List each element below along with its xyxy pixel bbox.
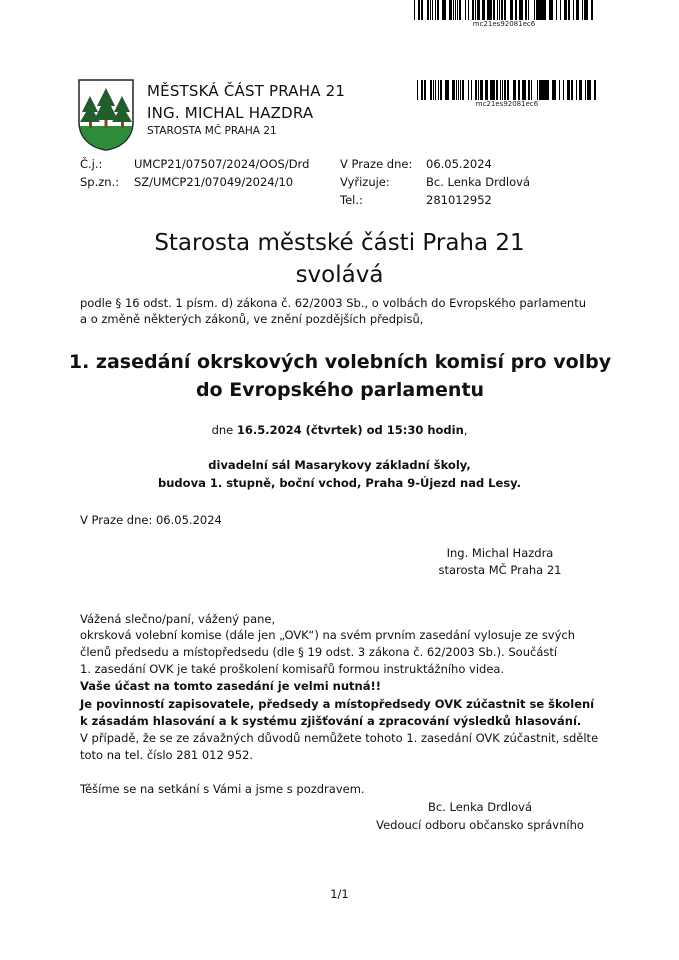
barcode-header-code: mc21es92081ec6 xyxy=(475,100,539,108)
municipal-coat-of-arms-logo xyxy=(77,78,135,156)
letter-bold2-line2: k zásadám hlasování a k systému zjišťování a zpracování výsledků hlasování. xyxy=(80,714,582,728)
header-name: ING. MICHAL HAZDRA xyxy=(147,104,314,122)
meeting-date-prefix: dne xyxy=(211,423,237,437)
title-line1: Starosta městské části Praha 21 xyxy=(154,230,525,256)
subject-line2: do Evropského parlamentu xyxy=(195,379,485,401)
barcode-header-graphic xyxy=(417,80,597,100)
letter-bold2-line1: Je povinností zapisovatele, předsedy a místopředsedy OVK zúčastnit se školení xyxy=(80,697,595,711)
letter-p2-line1: V případě, že se ze závažných důvodů nemůžete tohoto 1. zasedání OVK zúčastnit, sdělte xyxy=(80,731,599,745)
letter-p1-line3: 1. zasedání OVK je také proškolení komisařů formou instruktážního videa. xyxy=(80,662,505,676)
letter-closing: Těšíme se na setkání s Vámi a jsme s pozdravem. xyxy=(80,782,365,796)
letter-p2-line2: toto na tel. číslo 281 012 952. xyxy=(80,748,254,762)
spzn-label: Sp.zn.: xyxy=(80,175,120,189)
page-number: 1/1 xyxy=(330,887,349,901)
issued-date: V Praze dne: 06.05.2024 xyxy=(80,513,222,527)
subject-line1: 1. zasedání okrskových volebních komisí pro volby xyxy=(68,351,612,373)
header-barcode xyxy=(417,80,597,108)
barcode-top-code: mc21es92081ec6 xyxy=(472,20,536,28)
signature2-name: Bc. Lenka Drdlová xyxy=(427,800,533,814)
cj-label: Č.j.: xyxy=(80,157,103,171)
top-barcode xyxy=(414,0,594,28)
signature1-name: Ing. Michal Hazdra xyxy=(446,546,554,560)
place-date-label: V Praze dne: xyxy=(340,157,413,171)
signature1-role: starosta MČ Praha 21 xyxy=(438,563,562,577)
handler-label: Vyřizuje: xyxy=(340,175,390,189)
tel-value: 281012952 xyxy=(426,193,492,207)
header-office: MĚSTSKÁ ČÁST PRAHA 21 xyxy=(147,82,346,100)
tel-label: Tel.: xyxy=(340,193,363,207)
spzn-value: SZ/UMCP21/07049/2024/10 xyxy=(134,175,294,189)
venue-line1: divadelní sál Masarykovy základní školy, xyxy=(208,458,471,472)
letter-p1-line1: okrsková volební komise (dále jen „OVK“) na svém prvním zasedání vylosuje ze svých xyxy=(80,628,576,642)
letter-p1-line2: členů předsedu a místopředsedu (dle § 19 odst. 3 zákona č. 62/2003 Sb.). Součástí xyxy=(80,645,558,659)
legal-basis-line1: podle § 16 odst. 1 písm. d) zákona č. 62/2003 Sb., o volbách do Evropského parlamentu xyxy=(80,296,586,310)
meeting-date-line xyxy=(0,423,679,438)
signature2-role: Vedoucí odboru občansko správního xyxy=(376,818,584,832)
meeting-date-time: 16.5.2024 (čtvrtek) od 15:30 hodin xyxy=(236,423,464,437)
barcode-top-graphic xyxy=(414,0,594,20)
place-date-value: 06.05.2024 xyxy=(426,157,492,171)
letter-salutation: Vážená slečno/paní, vážený pane, xyxy=(80,612,276,626)
header-role: STAROSTA MČ PRAHA 21 xyxy=(147,125,277,137)
letter-bold1: Vaše účast na tomto zasedání je velmi nutná!! xyxy=(80,679,381,693)
cj-value: UMCP21/07507/2024/OOS/Drd xyxy=(134,157,310,171)
meeting-date-suffix: , xyxy=(463,423,468,437)
legal-basis-line2: a o změně některých zákonů, ve znění pozdějších předpisů, xyxy=(80,312,424,326)
handler-value: Bc. Lenka Drdlová xyxy=(426,175,531,189)
venue-line2: budova 1. stupně, boční vchod, Praha 9-Újezd nad Lesy. xyxy=(158,476,521,490)
title-line2: svolává xyxy=(295,262,384,288)
